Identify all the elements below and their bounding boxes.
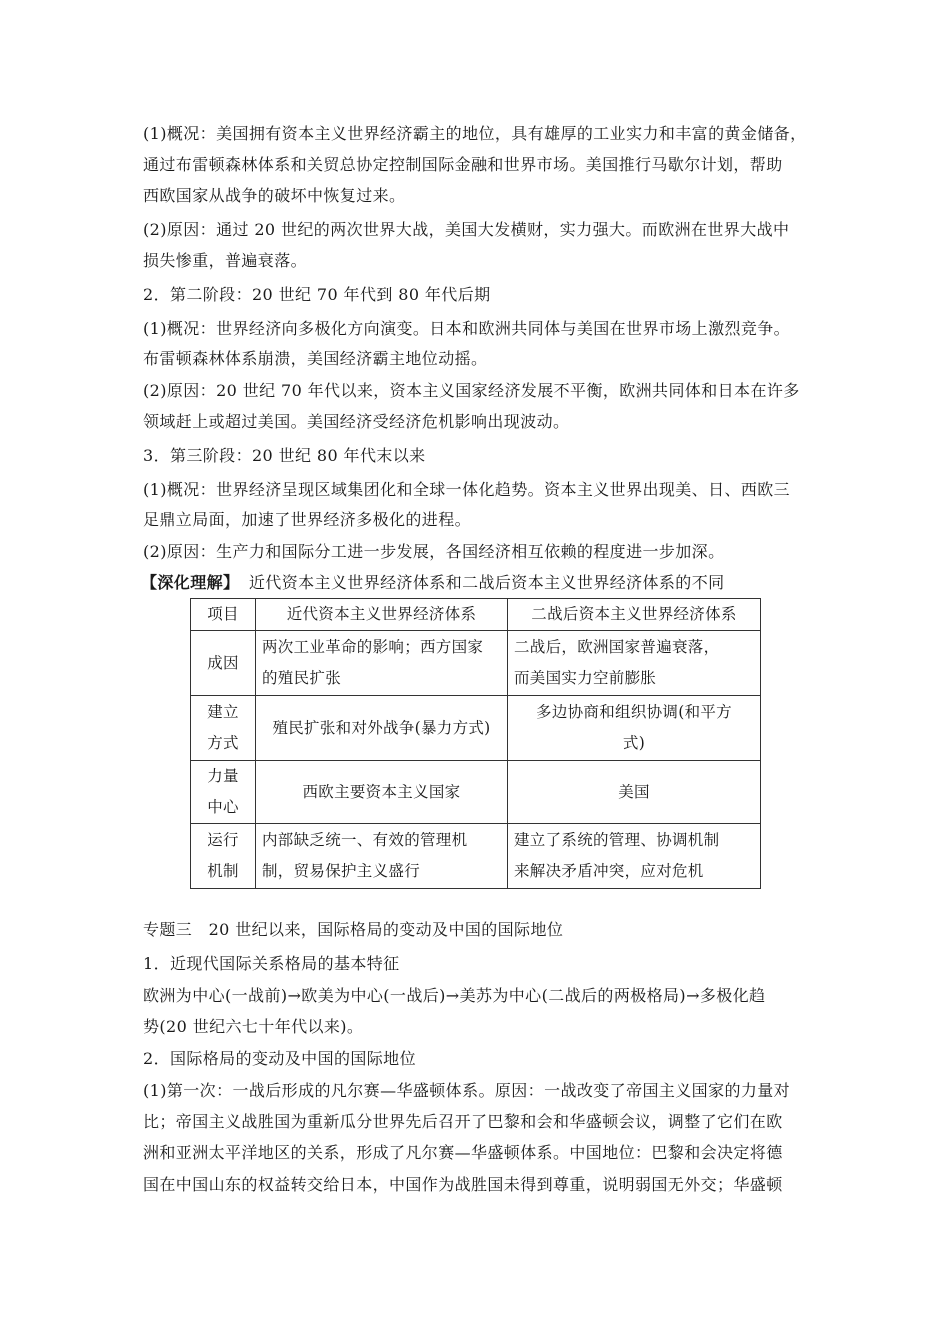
modern-cell bbox=[256, 824, 508, 889]
deepen-title: 近代资本主义世界经济体系和二战后资本主义世界经济体系的不同 bbox=[248, 573, 725, 592]
postwar-cell bbox=[508, 696, 761, 761]
paragraph-line: 洲和亚洲太平洋地区的关系，形成了凡尔赛—华盛顿体系。中国地位：巴黎和会决定将德 bbox=[143, 1143, 783, 1162]
cell-line: 殖民扩张和对外战争(暴力方式) bbox=[272, 718, 491, 737]
paragraph-line: 国在中国山东的权益转交给日本，中国作为战胜国未得到尊重，说明弱国无外交；华盛顿 bbox=[143, 1175, 783, 1194]
cell-line: 机制 bbox=[207, 862, 239, 880]
cell-line: 方式 bbox=[207, 734, 239, 752]
paragraph-line: 势(20 世纪六七十年代以来)。 bbox=[143, 1017, 364, 1036]
deepen-heading bbox=[141, 572, 725, 594]
cell-line: 而美国实力空前膨胀 bbox=[514, 669, 657, 687]
section-heading: 专题三 20 世纪以来，国际格局的变动及中国的国际地位 bbox=[143, 920, 564, 939]
paragraph-line: 领域赶上或超过美国。美国经济受经济危机影响出现波动。 bbox=[143, 412, 570, 431]
cell-line: 建立 bbox=[207, 703, 239, 721]
table-row bbox=[191, 761, 761, 824]
stage-heading: 2．第二阶段：20 世纪 70 年代到 80 年代后期 bbox=[143, 285, 491, 304]
cell-line: 美国 bbox=[618, 782, 650, 801]
paragraph-line: 布雷顿森林体系崩溃，美国经济霸主地位动摇。 bbox=[143, 349, 488, 368]
comparison-table bbox=[190, 598, 761, 889]
cell-line: 制，贸易保护主义盛行 bbox=[262, 862, 421, 880]
item-cell bbox=[191, 824, 256, 889]
cell-line: 二战后，欧洲国家普遍衰落， bbox=[514, 638, 720, 656]
cell-line: 成因 bbox=[207, 653, 239, 672]
paragraph-line: 通过布雷顿森林体系和关贸总协定控制国际金融和世界市场。美国推行马歇尔计划，帮助 bbox=[143, 155, 783, 174]
subsection-heading: 2．国际格局的变动及中国的国际地位 bbox=[143, 1049, 416, 1068]
modern-cell bbox=[256, 696, 508, 761]
cell-line: 的殖民扩张 bbox=[262, 669, 342, 687]
header-cell: 二战后资本主义世界经济体系 bbox=[508, 599, 761, 631]
deepen-tag: 【深化理解】 bbox=[141, 573, 240, 592]
paragraph-line: (1)概况：世界经济呈现区域集团化和全球一体化趋势。资本主义世界出现美、日、西欧三 bbox=[143, 480, 791, 499]
paragraph-line: (2)原因：生产力和国际分工进一步发展，各国经济相互依赖的程度进一步加深。 bbox=[143, 542, 725, 561]
table-row bbox=[191, 696, 761, 761]
paragraph-line: 西欧国家从战争的破坏中恢复过来。 bbox=[143, 186, 406, 205]
header-cell: 近代资本主义世界经济体系 bbox=[256, 599, 508, 631]
modern-cell bbox=[256, 761, 508, 824]
paragraph-line: 损失惨重，普遍衰落。 bbox=[143, 251, 308, 270]
stage-heading: 3．第三阶段：20 世纪 80 年代末以来 bbox=[143, 446, 426, 465]
cell-line: 式) bbox=[622, 734, 646, 752]
paragraph-line: 比；帝国主义战胜国为重新瓜分世界先后召开了巴黎和会和华盛顿会议，调整了它们在欧 bbox=[143, 1112, 783, 1131]
paragraph-line: (2)原因：通过 20 世纪的两次世界大战，美国大发横财，实力强大。而欧洲在世界大战中 bbox=[143, 220, 790, 239]
cell-line: 力量 bbox=[207, 767, 239, 785]
cell-line: 多边协商和组织协调(和平方 bbox=[536, 703, 732, 721]
modern-cell bbox=[256, 631, 508, 696]
cell-line: 建立了系统的管理、协调机制 bbox=[514, 831, 720, 849]
cell-line: 西欧主要资本主义国家 bbox=[302, 782, 461, 801]
cell-line: 内部缺乏统一、有效的管理机 bbox=[262, 831, 468, 849]
postwar-cell bbox=[508, 761, 761, 824]
item-cell bbox=[191, 631, 256, 696]
paragraph-line: (2)原因：20 世纪 70 年代以来，资本主义国家经济发展不平衡，欧洲共同体和日本在许多 bbox=[143, 381, 800, 400]
cell-line: 中心 bbox=[207, 798, 239, 816]
paragraph-line: (1)第一次：一战后形成的凡尔赛—华盛顿体系。原因：一战改变了帝国主义国家的力量对 bbox=[143, 1081, 791, 1100]
postwar-cell bbox=[508, 631, 761, 696]
item-cell bbox=[191, 696, 256, 761]
postwar-cell bbox=[508, 824, 761, 889]
paragraph-line: 足鼎立局面，加速了世界经济多极化的进程。 bbox=[143, 510, 472, 529]
table-row bbox=[191, 631, 761, 696]
item-cell bbox=[191, 761, 256, 824]
cell-line: 运行 bbox=[207, 831, 239, 849]
header-cell: 项目 bbox=[191, 599, 256, 631]
paragraph-line: (1)概况：世界经济向多极化方向演变。日本和欧洲共同体与美国在世界市场上激烈竞争。 bbox=[143, 319, 791, 338]
table-header-row bbox=[191, 599, 761, 631]
cell-line: 两次工业革命的影响；西方国家 bbox=[262, 638, 484, 656]
cell-line: 来解决矛盾冲突，应对危机 bbox=[514, 862, 704, 880]
paragraph-line: (1)概况：美国拥有资本主义世界经济霸主的地位，具有雄厚的工业实力和丰富的黄金储备， bbox=[143, 124, 807, 143]
subsection-heading: 1．近现代国际关系格局的基本特征 bbox=[143, 954, 400, 973]
table-row bbox=[191, 824, 761, 889]
paragraph-line: 欧洲为中心(一战前)→欧美为中心(一战后)→美苏为中心(二战后的两极格局)→多极化趋 bbox=[143, 986, 766, 1005]
